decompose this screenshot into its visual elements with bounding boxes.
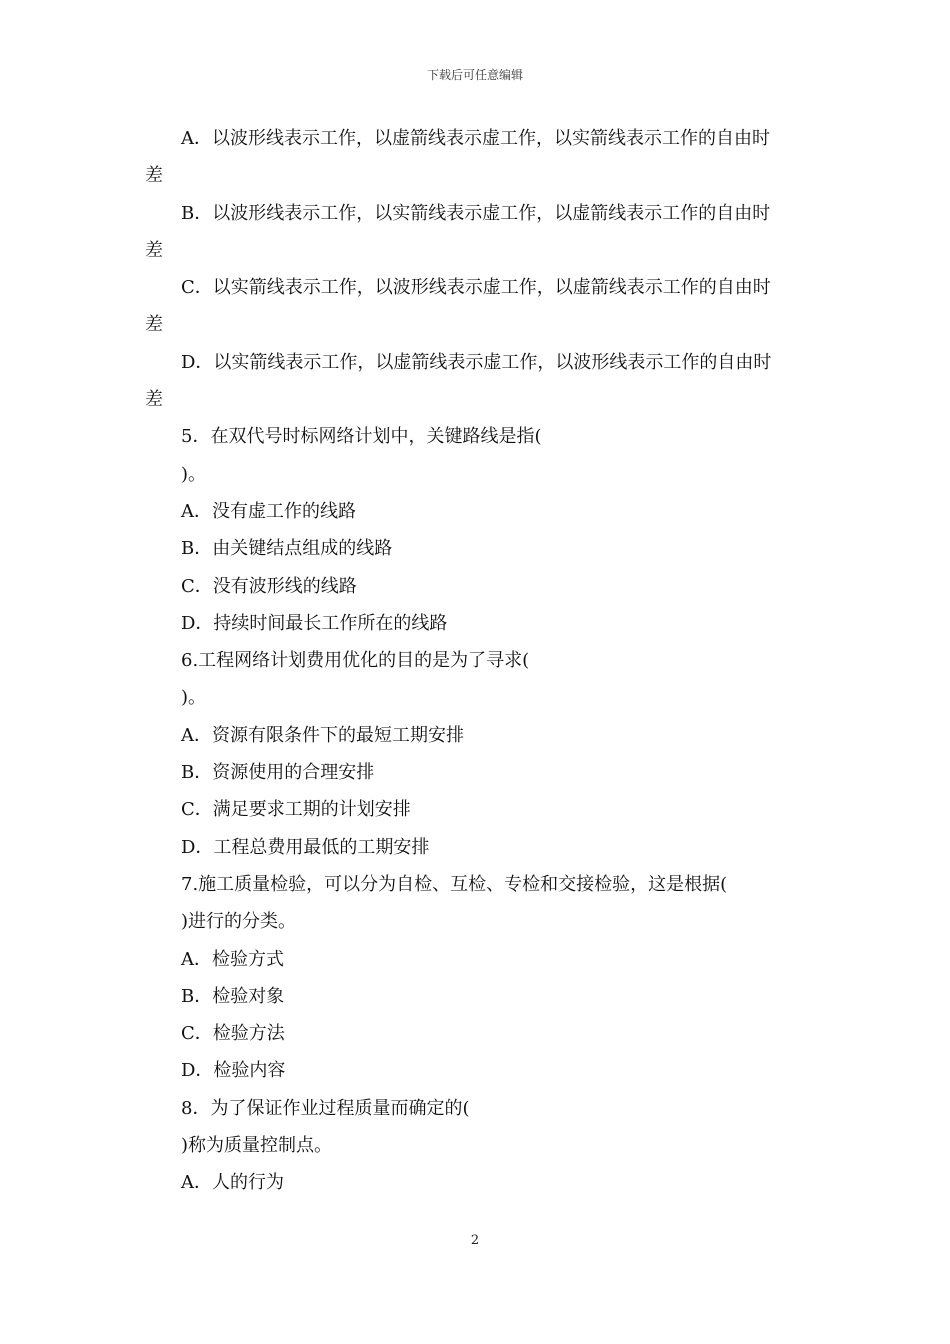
text-line: )进行的分类。 <box>181 911 297 933</box>
text-line: 6.工程网络计划费用优化的目的是为了寻求( <box>181 650 530 672</box>
text-line: )。 <box>181 687 207 709</box>
page-header: 下载后可任意编辑 <box>426 68 523 82</box>
text-line: C．没有波形线的线路 <box>181 575 357 597</box>
text-line: B．资源使用的合理安排 <box>181 762 375 784</box>
text-line: 差 <box>145 389 163 411</box>
text-line: A．资源有限条件下的最短工期安排 <box>181 724 464 746</box>
text-line: B．以波形线表示工作，以实箭线表示虚工作，以虚箭线表示工作的自由时 <box>181 202 771 224</box>
document-body <box>145 120 815 1202</box>
text-line: 7.施工质量检验，可以分为自检、互检、专检和交接检验，这是根据( <box>181 873 728 895</box>
text-line: B．检验对象 <box>181 985 285 1007</box>
text-line: A．人的行为 <box>181 1172 284 1194</box>
text-line: D．持续时间最长工作所在的线路 <box>181 612 448 634</box>
text-line: 8．为了保证作业过程质量而确定的( <box>181 1097 470 1119</box>
text-line: 差 <box>145 314 163 336</box>
text-line: 差 <box>145 239 163 261</box>
text-line: D．以实箭线表示工作，以虚箭线表示虚工作，以波形线表示工作的自由时 <box>181 351 772 373</box>
page-number: 2 <box>470 1233 480 1248</box>
text-line: B．由关键结点组成的线路 <box>181 538 393 560</box>
text-line: )称为质量控制点。 <box>181 1135 333 1157</box>
text-line: C．检验方法 <box>181 1023 285 1045</box>
text-line: 差 <box>145 165 163 187</box>
text-line: A．没有虚工作的线路 <box>181 500 356 522</box>
text-line: C．以实箭线表示工作，以波形线表示虚工作，以虚箭线表示工作的自由时 <box>181 277 771 299</box>
text-line: C．满足要求工期的计划安排 <box>181 799 411 821</box>
text-line: )。 <box>181 463 207 485</box>
text-line: D．工程总费用最低的工期安排 <box>181 836 430 858</box>
text-line: 5．在双代号时标网络计划中，关键路线是指( <box>181 426 542 448</box>
text-line: D．检验内容 <box>181 1060 286 1082</box>
text-line: A．检验方式 <box>181 948 284 970</box>
text-line: A．以波形线表示工作，以虚箭线表示虚工作，以实箭线表示工作的自由时 <box>181 128 770 149</box>
